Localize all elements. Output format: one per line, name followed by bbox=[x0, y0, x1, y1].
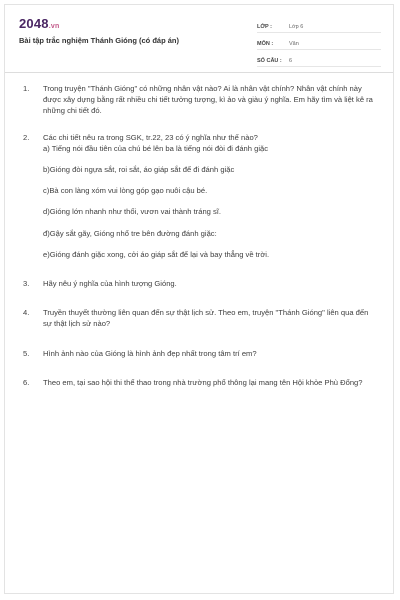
question-2-option-b: b)Gióng đòi ngựa sắt, roi sắt, áo giáp sắt để đi đánh giặc bbox=[43, 165, 235, 175]
question-body bbox=[43, 278, 378, 289]
question-text: Truyền thuyết thường liên quan đến sự thật lịch sử. Theo em, truyện "Thánh Gióng" liên qua đến sự thật lịch sử nào? bbox=[43, 308, 369, 329]
question-number: 5. bbox=[23, 348, 30, 358]
meta-label-class: LỚP : bbox=[257, 24, 272, 30]
question-2-option-dd: đ)Gậy sắt gãy, Gióng nhổ tre bên đường đánh giặc: bbox=[43, 228, 217, 238]
question-6 bbox=[23, 377, 378, 388]
meta-row-subject bbox=[257, 36, 381, 50]
question-number: 1. bbox=[23, 84, 30, 93]
question-2-option-e: e)Gióng đánh giặc xong, cởi áo giáp sắt để lại và bay thẳng về trời. bbox=[43, 249, 270, 259]
meta-info-box bbox=[257, 19, 381, 70]
question-text: Hình ảnh nào của Gióng là hình ảnh đẹp nhất trong tâm trí em? bbox=[43, 348, 257, 358]
question-number: 4. bbox=[23, 308, 30, 318]
question-body bbox=[43, 83, 378, 117]
question-2-option-a: a) Tiếng nói đầu tiên của chú bé lên ba là tiếng nói đòi đi đánh giặc bbox=[43, 143, 269, 153]
question-number: 3. bbox=[23, 279, 30, 289]
question-1 bbox=[23, 83, 378, 117]
question-body bbox=[43, 377, 378, 388]
meta-row-question-count bbox=[257, 53, 381, 67]
question-4 bbox=[23, 307, 378, 329]
question-text: Hãy nêu ý nghĩa của hình tượng Gióng. bbox=[43, 279, 177, 289]
question-number: 2. bbox=[23, 132, 30, 142]
meta-value-subject: Văn bbox=[289, 41, 299, 47]
question-body bbox=[43, 348, 378, 359]
worksheet-header bbox=[5, 5, 395, 67]
logo-suffix-text: .vn bbox=[48, 23, 60, 30]
question-5 bbox=[23, 348, 378, 359]
site-logo[interactable] bbox=[19, 16, 59, 31]
meta-value-question-count: 6 bbox=[289, 58, 293, 64]
meta-label-subject: MÔN : bbox=[257, 41, 274, 47]
document-title: Bài tập trắc nghiệm Thánh Gióng (có đáp án) bbox=[19, 36, 180, 45]
meta-row-class bbox=[257, 19, 381, 33]
question-2 bbox=[23, 132, 378, 270]
question-2-option-d: d)Gióng lớn nhanh như thổi, vươn vai thành tráng sĩ. bbox=[43, 207, 222, 217]
meta-value-class: Lớp 6 bbox=[289, 24, 304, 30]
question-number: 6. bbox=[23, 377, 30, 387]
question-2-option-c: c)Bà con làng xóm vui lòng góp gạo nuôi cậu bé. bbox=[43, 186, 208, 196]
question-text: Trong truyện "Thánh Gióng" có những nhân vật nào? Ai là nhân vật chính? Nhân vật chính này được xây dựng bằng rất nhiều chi tiết tưởng tượng, kì ảo và giàu ý nghĩa. Em hãy tìm và liệt kê ra những chi tiết đó. bbox=[43, 84, 373, 116]
question-body bbox=[43, 307, 378, 329]
meta-label-question-count: SỐ CÂU : bbox=[257, 58, 282, 64]
logo-main-text: 2048 bbox=[19, 16, 49, 31]
worksheet-page bbox=[4, 4, 394, 594]
header-divider bbox=[5, 72, 393, 73]
question-text: Theo em, tại sao hội thi thể thao trong nhà trường phổ thông lại mang tên Hội khỏe Phù Đổng? bbox=[43, 377, 363, 387]
question-text: Các chi tiết nêu ra trong SGK, tr.22, 23 có ý nghĩa như thế nào? bbox=[43, 132, 258, 142]
question-3 bbox=[23, 278, 378, 289]
question-list bbox=[23, 83, 378, 403]
question-body bbox=[43, 132, 378, 270]
